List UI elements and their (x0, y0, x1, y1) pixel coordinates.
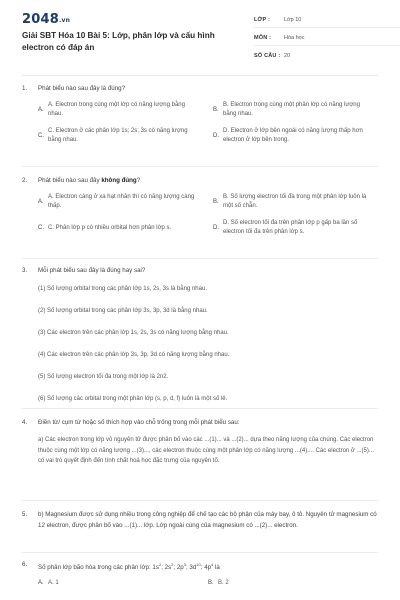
option-text: D. Electron ở lớp bên ngoài có năng lượng thấp hơn electron ở lớp bên trong. (223, 128, 363, 143)
question-text (38, 560, 220, 572)
option-text: A. 1 (48, 580, 59, 587)
question-3 (22, 266, 378, 404)
statement: (1) Số lượng orbital trong các phân lớp 1s, 2s, 3s là bằng nhau. (38, 286, 207, 292)
logo-tld: .vn (58, 17, 71, 24)
config-term: ; 2p (173, 564, 184, 572)
question-number: 1. (22, 85, 28, 92)
statement: (4) Các electron trên các phân lớp 3s, 3p, 3d có năng lượng bằng nhau. (38, 352, 230, 358)
question-text-start: Số phân lớp bão hòa trong các phân lớp: 1s (38, 564, 159, 572)
site-logo[interactable] (22, 12, 70, 27)
meta-label: LỚP : (254, 16, 270, 23)
question-text-start: Phát biểu nào sau đây (38, 177, 102, 184)
question-text: b) Magnesium được sử dụng nhiều trong công nghiệp để chế tạo các bộ phận của máy bay, ô tô. Nguyên tử magnesium có 12 electron, được phân bố vào ...(1)... lớp. Lớp ngoài cùng của magnesium có ...(2)... electron. (38, 511, 377, 529)
option-text: B. Số lượng electron tối đa trong một phân lớp luôn là một số chẵn. (223, 194, 367, 209)
answer-option-c[interactable] (38, 219, 203, 237)
config-term: ; 2s (161, 564, 172, 572)
question-5 (22, 510, 378, 531)
option-letter: A. (38, 198, 44, 205)
answer-option-a[interactable] (38, 580, 208, 586)
option-text: B. Electron trong cùng một phân lớp có năng lượng bằng nhau. (223, 102, 360, 117)
question-text-end: là (213, 564, 220, 572)
option-text: B. 2 (218, 580, 229, 587)
question-text: Mỗi phát biểu sau đây là đúng hay sai? (38, 267, 146, 274)
divider (22, 258, 378, 259)
option-text: C. Phân lớp p có nhiều orbital hơn phân lớp s. (48, 224, 172, 231)
option-text: A. Electron càng ở xa hạt nhân thì có năng lượng càng thấp. (48, 194, 195, 209)
header (22, 0, 378, 76)
divider (22, 552, 378, 553)
option-text: D. Số electron tối đa trên phân lớp p gấp ba lần số electron tối đa trên phân lớp s. (223, 220, 358, 235)
statement: (5) Số lượng electron tối đa trong một lớp là 2n2. (38, 374, 169, 380)
question-text-emphasis: không đúng (101, 177, 137, 184)
logo-text: 2048 (22, 12, 59, 27)
question-text: Phát biểu nào sau đây là đúng? (38, 85, 126, 92)
question-text-end: ? (136, 177, 141, 184)
option-letter: D. (213, 224, 219, 231)
answer-option-b[interactable] (213, 193, 378, 211)
answer-option-c[interactable] (38, 127, 203, 145)
option-letter: D. (213, 132, 219, 139)
document-title: Giải SBT Hóa 10 Bài 5: Lớp, phân lớp và cấu hình electron có đáp án (22, 31, 215, 52)
meta-label: SỐ CÂU : (254, 53, 281, 59)
meta-row-count (254, 48, 400, 64)
superscript: 10 (196, 562, 201, 567)
meta-label: MÔN : (254, 34, 272, 41)
question-number: 4. (22, 419, 28, 426)
superscript: 3 (183, 562, 186, 567)
superscript: 2 (158, 562, 162, 567)
meta-value: Lớp 10 (284, 16, 302, 23)
option-letter: B. (213, 106, 219, 113)
divider (22, 166, 378, 167)
question-number: 3. (22, 267, 28, 274)
statement: (2) Số lượng orbital trong các phân lớp 3s, 3p, 3d là bằng nhau. (38, 308, 208, 314)
question-number: 2. (22, 177, 28, 184)
option-letter: B. (208, 580, 214, 587)
question-1 (22, 84, 378, 145)
question-text: Điền từ/ cụm từ hoặc số thích hợp vào chỗ trống trong mỗi phát biểu sau: (38, 419, 240, 426)
meta-row-class (254, 12, 400, 28)
option-letter: A. (38, 106, 44, 113)
question-text (38, 176, 140, 185)
meta-value: 20 (284, 53, 291, 59)
option-letter: A. (38, 580, 44, 587)
answer-option-a[interactable] (38, 193, 203, 211)
option-letter: C. (38, 224, 44, 231)
answer-option-d[interactable] (213, 219, 378, 237)
config-term: ; 4p (200, 564, 212, 572)
divider (22, 500, 378, 501)
answer-option-b[interactable] (213, 101, 378, 119)
option-letter: C. (38, 132, 44, 139)
superscript: 4 (211, 562, 214, 567)
meta-value: Hóa học (284, 34, 305, 41)
superscript: 2 (171, 562, 174, 567)
meta-panel (254, 12, 400, 66)
option-text: C. Electron ở các phân lớp 1s; 2s; 3s có năng lượng bằng nhau. (48, 128, 188, 143)
statement: (6) Số lượng các orbital trong một phân lớp (s, p, d, f) luôn là một số lẻ. (38, 396, 228, 402)
question-2 (22, 176, 378, 237)
divider (22, 408, 378, 409)
answer-option-a[interactable] (38, 101, 203, 119)
meta-row-subject (254, 30, 400, 46)
option-letter: B. (213, 198, 219, 205)
answer-option-d[interactable] (213, 127, 378, 145)
question-number: 5. (22, 511, 28, 518)
config-term: ; 3d (185, 564, 197, 572)
statement: (3) Các electron trên các phân lớp 1s, 2s, 3s có năng lượng bằng nhau. (38, 330, 229, 336)
answer-option-b[interactable] (208, 580, 378, 586)
option-text: A. Electron trong cùng một lớp có năng lượng bằng nhau. (48, 102, 185, 117)
question-4 (22, 418, 378, 467)
question-6 (22, 560, 378, 586)
question-number: 6. (22, 561, 28, 568)
question-paragraph: a) Các electron trong lớp vỏ nguyên tử được phân bố vào các ...(1)... và ...(2)... dựa theo năng lượng của chúng. Các electron thuộc cùng một lớp có năng lượng ...(3)..., các electron thuộc cùng một phân lớp có năng lượng ...(4).... Các electron ở ...(5)... có vai trò quyết định đến tính chất hoá học đặc trưng của nguyên tố. (38, 437, 374, 464)
